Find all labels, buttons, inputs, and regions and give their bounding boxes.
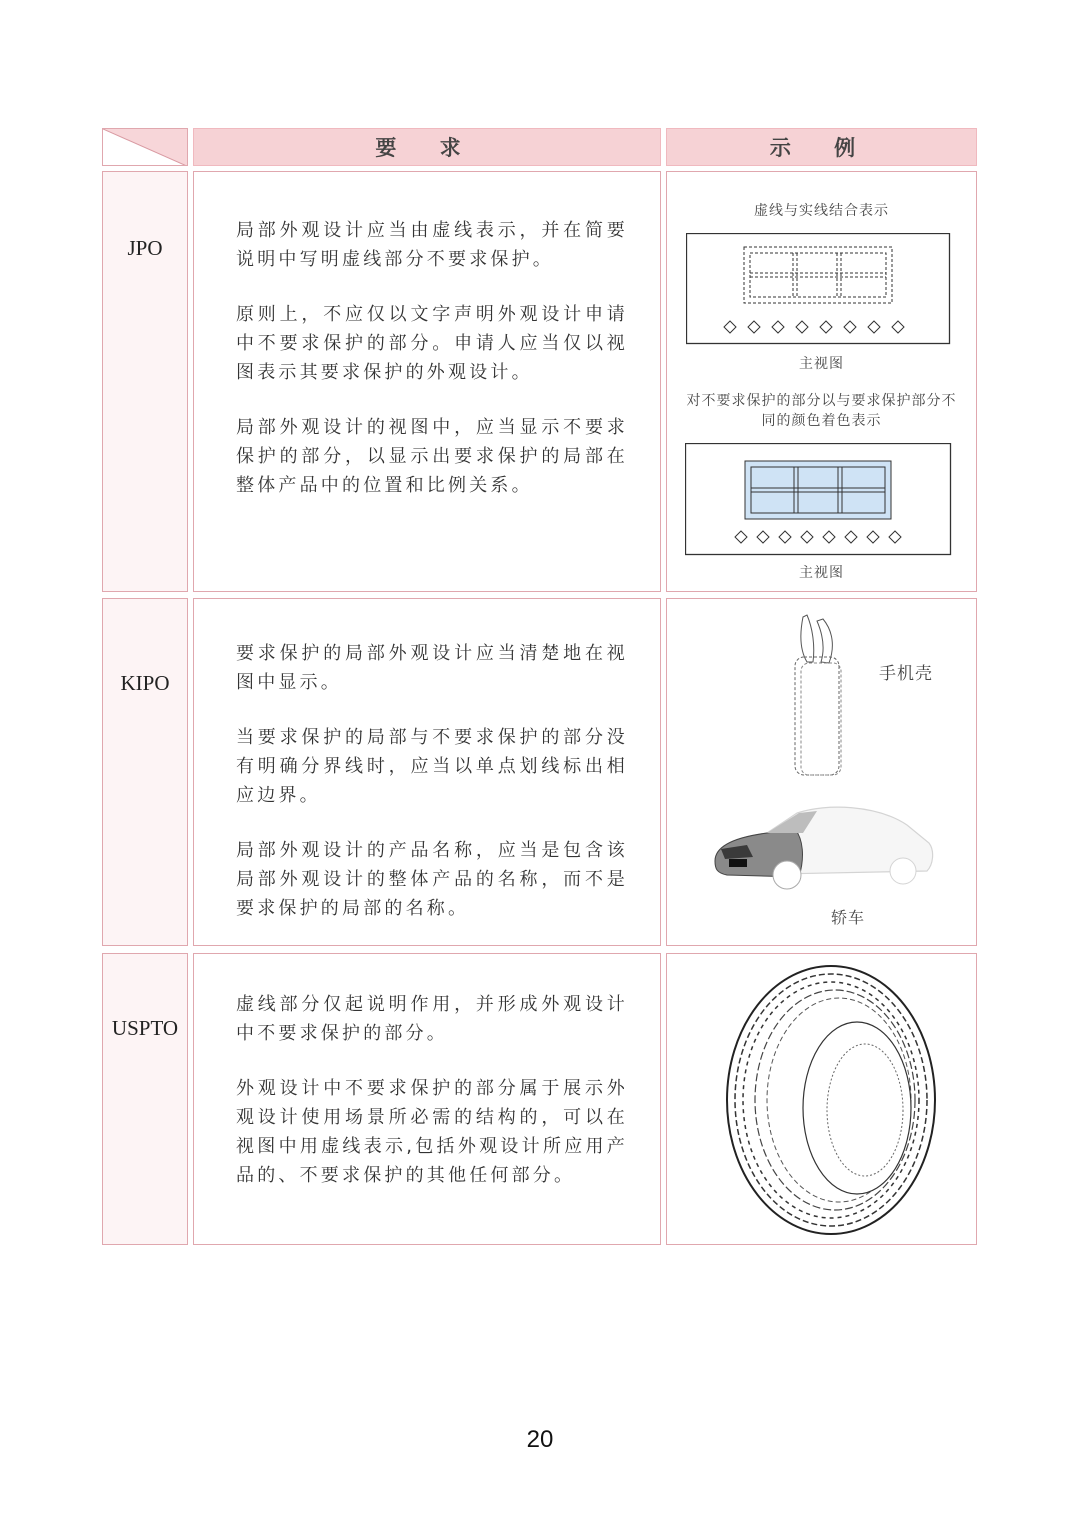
view-label: 主视图 (799, 356, 844, 372)
example-caption: 虚线与实线结合表示 (754, 203, 889, 219)
phone-case-label: 手机壳 (879, 664, 933, 684)
paragraph: 外观设计中不要求保护的部分属于展示外观设计使用场景所必需的结构的，可以在视图中用虚线表示,包括外观设计所应用产品的、不要求保护的其他任何部分。 (236, 1078, 628, 1186)
paragraph: 当要求保护的局部与不要求保护的部分没有明确分界线时，应当以单点划线标出相应边界。 (236, 727, 628, 806)
example-jpo (666, 171, 977, 592)
office-name: KIPO (120, 671, 170, 695)
office-label-kipo (102, 598, 188, 946)
header-examples: 示 例 (666, 128, 977, 166)
page-number: 20 (526, 1426, 554, 1453)
phone-case-drawing (785, 607, 855, 787)
view-label: 主视图 (799, 565, 844, 581)
header-requirements: 要 求 (193, 128, 661, 166)
office-label-uspto (102, 953, 188, 1245)
requirements-uspto (193, 953, 661, 1245)
sedan-drawing (707, 799, 937, 894)
example-kipo (666, 598, 977, 946)
sedan-label: 轿车 (831, 908, 866, 927)
paragraph: 虚线部分仅起说明作用，并形成外观设计中不要求保护的部分。 (236, 994, 628, 1044)
dashed-design-drawing (686, 233, 952, 345)
example-uspto (666, 953, 977, 1245)
header-corner (102, 128, 188, 166)
office-name: USPTO (111, 1016, 179, 1040)
diagonal-divider (103, 129, 188, 166)
paragraph: 要求保护的局部外观设计应当清楚地在视图中显示。 (236, 643, 628, 693)
office-name: JPO (127, 236, 163, 260)
paragraph: 局部外观设计的产品名称，应当是包含该局部外观设计的整体产品的名称，而不是要求保护的局部的名称。 (236, 840, 628, 919)
tire-drawing (719, 960, 939, 1240)
paragraph: 局部外观设计的视图中，应当显示不要求保护的部分，以显示出要求保护的局部在整体产品中的位置和比例关系。 (236, 417, 628, 496)
example-caption: 对不要求保护的部分以与要求保护部分不同的颜色着色表示 (686, 393, 957, 429)
paragraph: 原则上，不应仅以文字声明外观设计申请中不要求保护的部分。申请人应当仅以视图表示其要求保护的外观设计。 (236, 304, 628, 383)
office-label-jpo (102, 171, 188, 592)
colored-design-drawing (685, 443, 953, 557)
requirements-jpo (193, 171, 661, 592)
requirements-kipo (193, 598, 661, 946)
paragraph: 局部外观设计应当由虚线表示，并在简要说明中写明虚线部分不要求保护。 (236, 220, 628, 270)
